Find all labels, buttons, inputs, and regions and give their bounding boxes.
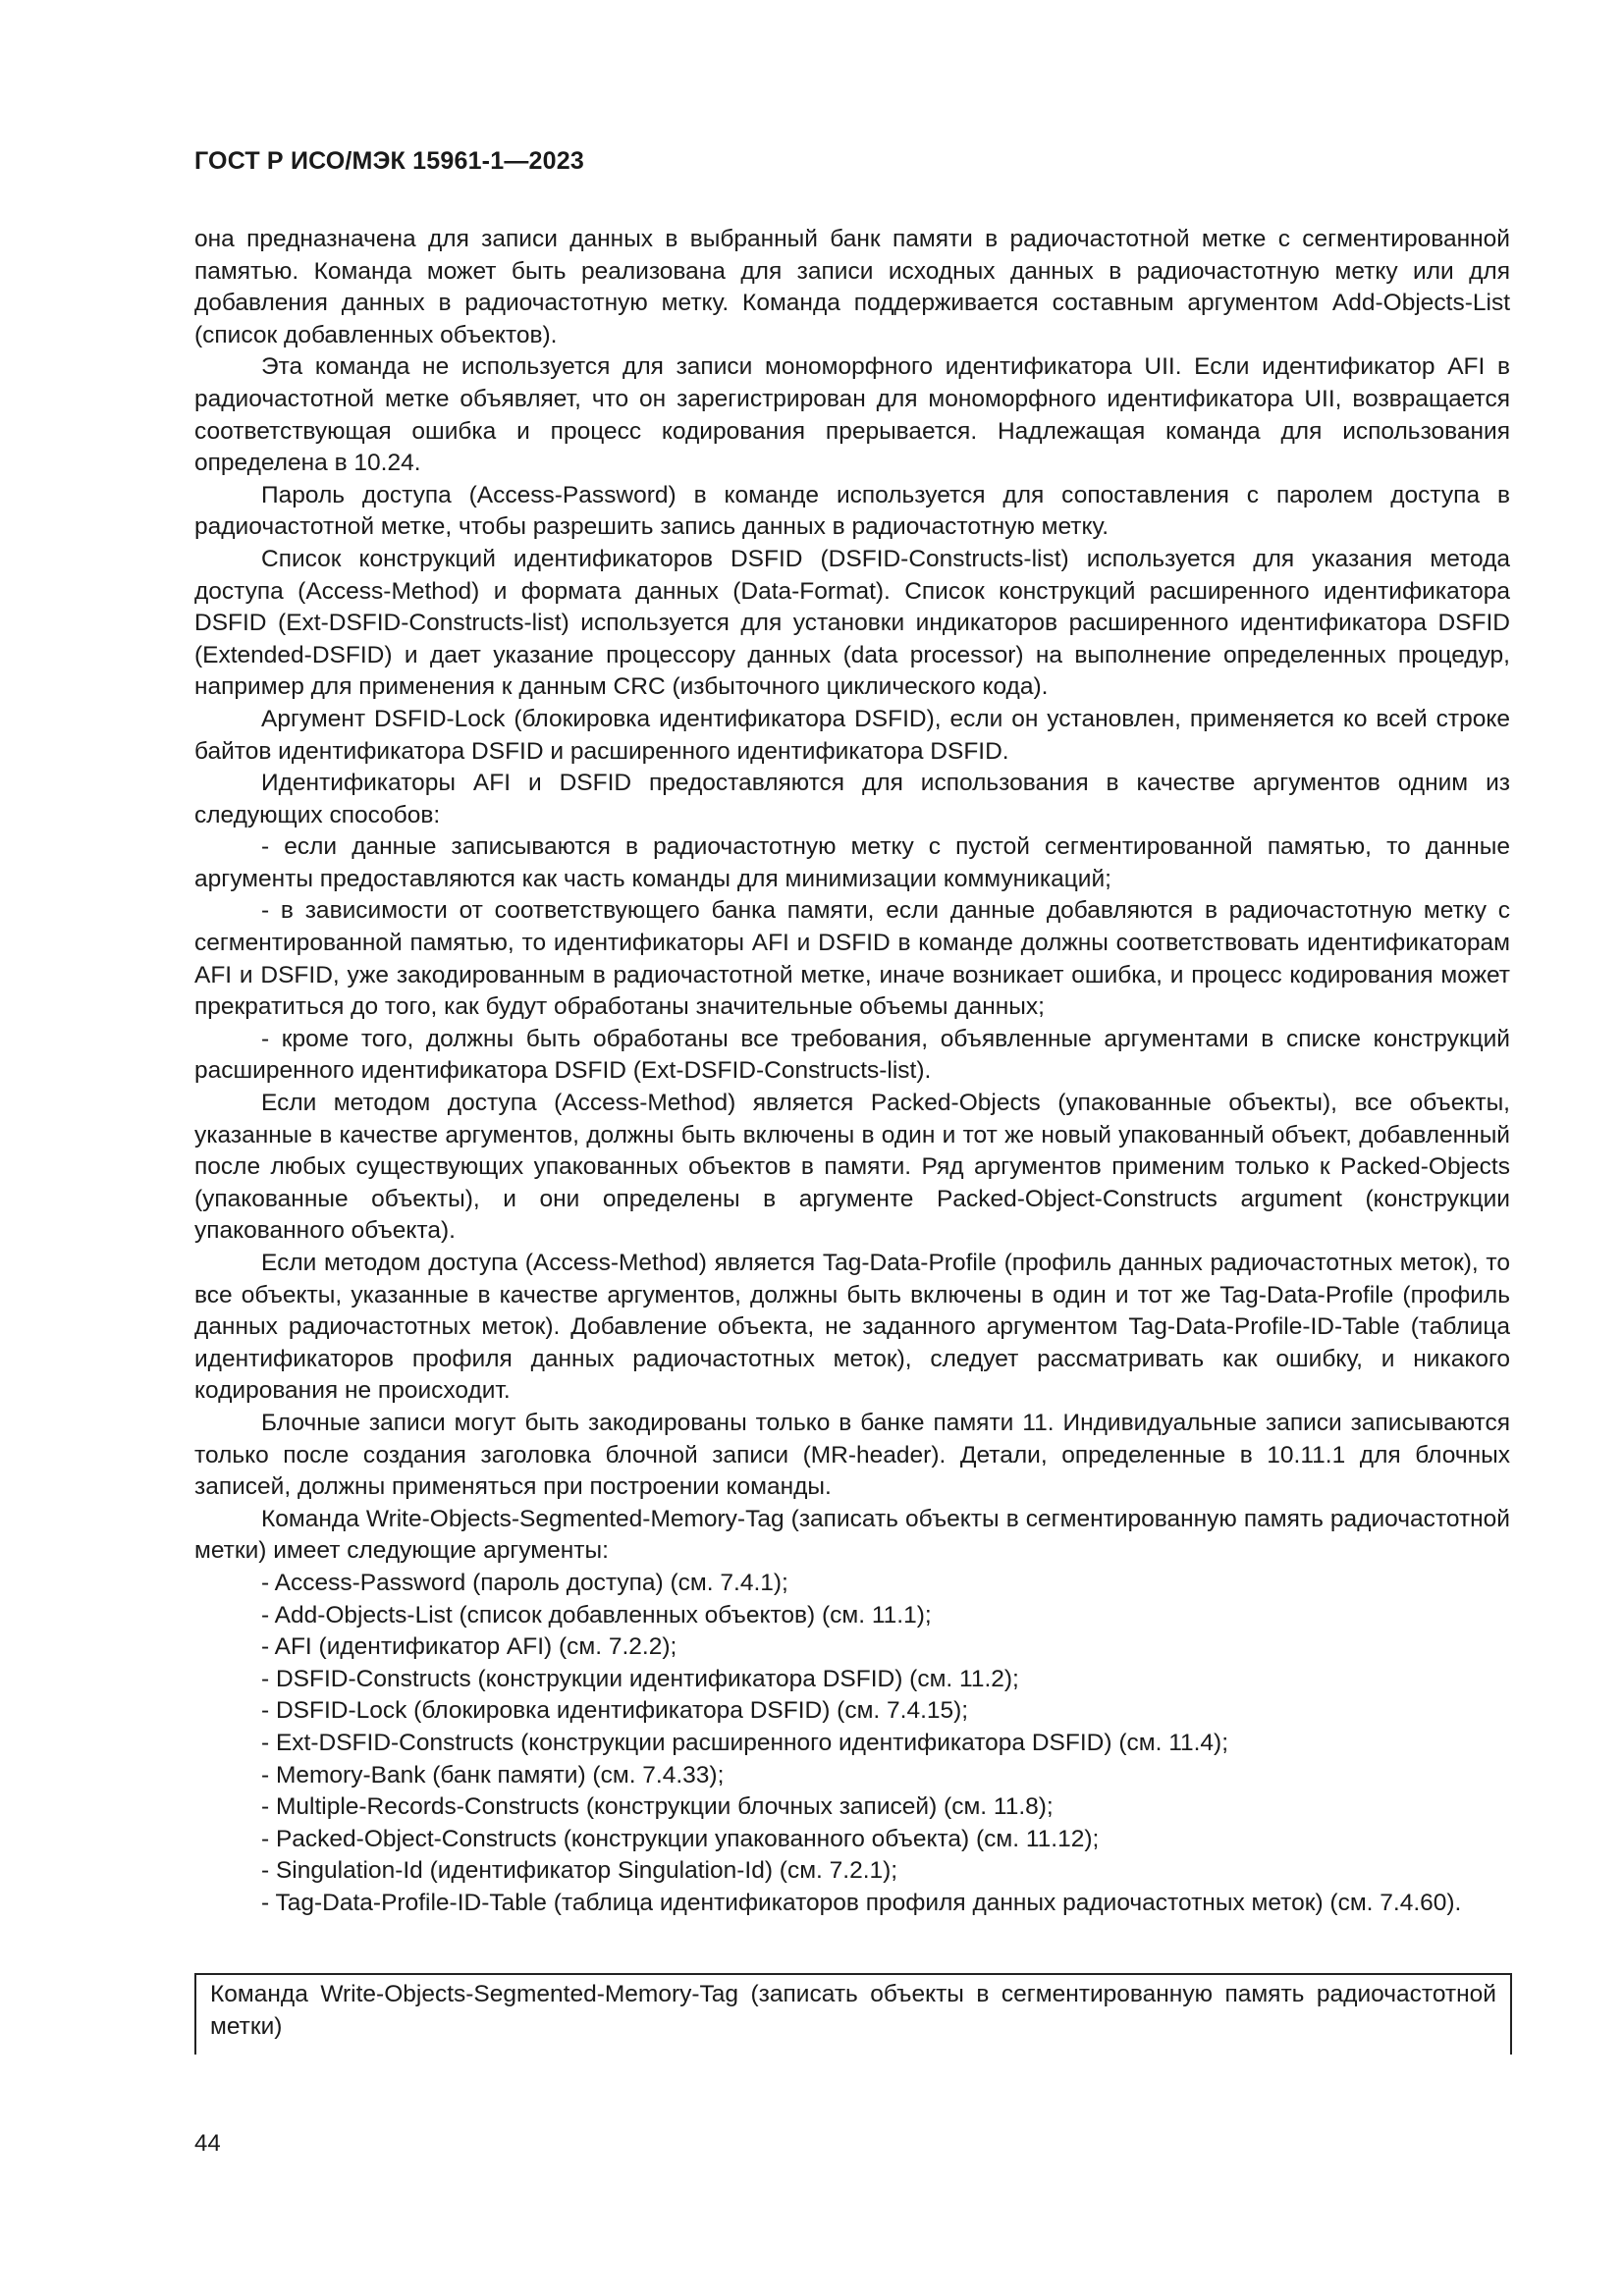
list-item: - Add-Objects-List (список добавленных объектов) (см. 11.1);	[261, 1601, 932, 1629]
list-item: - Singulation-Id (идентификатор Singulation-Id) (см. 7.2.1);	[261, 1857, 898, 1885]
command-box: Команда Write-Objects-Segmented-Memory-Tag (записать объекты в сегментированную память радиочастотной метки)	[194, 1973, 1512, 2055]
list-item: - Multiple-Records-Constructs (конструкции блочных записей) (см. 11.8);	[261, 1793, 1054, 1821]
list-item: - Packed-Object-Constructs (конструкции упакованного объекта) (см. 11.12);	[261, 1825, 1100, 1852]
list-item: - Memory-Bank (банк памяти) (см. 7.4.33);	[261, 1761, 725, 1789]
paragraph: Если методом доступа (Access-Method) является Packed-Objects (упакованные объекты), все объекты, указанные в качестве аргументов, должны быть включены в один и тот же новый упакованный объект, добавленный после любых существующих упакованных объектов в памяти. Ряд аргументов применим только к Packed-Objects (упакованные объекты), и они определены в аргументе Packed-Object-Constructs argument (конструкции упакованного объекта).	[194, 1090, 1510, 1245]
list-item: - Ext-DSFID-Constructs (конструкции расширенного идентификатора DSFID) (см. 11.4);	[261, 1729, 1229, 1756]
list-item: - DSFID-Lock (блокировка идентификатора DSFID) (см. 7.4.15);	[261, 1697, 969, 1725]
document-body	[194, 224, 1510, 1919]
list-item: - DSFID-Constructs (конструкции идентификатора DSFID) (см. 11.2);	[261, 1665, 1019, 1692]
paragraph: Блочные записи могут быть закодированы только в банке памяти 11. Индивидуальные записи записываются только после создания заголовка блочной записи (MR-header). Детали, определенные в 10.11.1 для блочных записей, должны применяться при построении команды.	[194, 1409, 1510, 1501]
paragraph: Если методом доступа (Access-Method) является Tag-Data-Profile (профиль данных радиочастотных меток), то все объекты, указанные в качестве аргументов, должны быть включены в один и тот же Tag-Data-Profile (профиль данных радиочастотных меток). Добавление объекта, не заданного аргументом Tag-Data-Profile-ID-Table (таблица идентификаторов профиля данных радиочастотных меток), следует рассматривать как ошибку, и никакого кодирования не происходит.	[194, 1250, 1510, 1405]
page-number: 44	[194, 2130, 221, 2157]
paragraph: она предназначена для записи данных в выбранный банк памяти в радиочастотной метке с сегментированной памятью. Команда может быть реализована для записи исходных данных в радиочастотную метку или для добавления данных в радиочастотную метку. Команда поддерживается составным аргументом Add-Objects-List (список добавленных объектов).	[194, 226, 1510, 348]
list-item: - AFI (идентификатор AFI) (см. 7.2.2);	[261, 1633, 677, 1661]
list-item: - Tag-Data-Profile-ID-Table (таблица идентификаторов профиля данных радиочастотных меток) (см. 7.4.60).	[261, 1889, 1462, 1916]
list-item: - в зависимости от соответствующего банка памяти, если данные добавляются в радиочастотную метку с сегментированной памятью, то идентификаторы AFI и DSFID в команде должны соответствовать идентификаторам AFI и DSFID, уже закодированным в радиочастотной метке, иначе возникает ошибка, и процесс кодирования может прекратиться до того, как будут обработаны значительные объемы данных;	[194, 897, 1510, 1021]
paragraph: Список конструкций идентификаторов DSFID (DSFID-Constructs-list) используется для указания метода доступа (Access-Method) и формата данных (Data-Format). Список конструкций расширенного идентификатора DSFID (Ext-DSFID-Constructs-list) используется для установки индикаторов расширенного идентификатора DSFID (Extended-DSFID) и дает указание процессору данных (data processor) на выполнение определенных процедур, например для применения к данным CRC (избыточного циклического кода).	[194, 545, 1510, 701]
paragraph: Эта команда не используется для записи мономорфного идентификатора UII. Если идентификатор AFI в радиочастотной метке объявляет, что он зарегистрирован для мономорфного идентификатора UII, возвращается соответствующая ошибка и процесс кодирования прерывается. Надлежащая команда для использования определена в 10.24.	[194, 353, 1510, 477]
paragraph: Аргумент DSFID-Lock (блокировка идентификатора DSFID), если он установлен, применяется ко всей строке байтов идентификатора DSFID и расширенного идентификатора DSFID.	[194, 705, 1510, 765]
paragraph: Пароль доступа (Access-Password) в команде используется для сопоставления с паролем доступа в радиочастотной метке, чтобы разрешить запись данных в радиочастотную метку.	[194, 481, 1510, 541]
list-item: - если данные записываются в радиочастотную метку с пустой сегментированной памятью, то данные аргументы предоставляются как часть команды для минимизации коммуникаций;	[194, 833, 1510, 892]
document-header: ГОСТ Р ИСО/МЭК 15961-1—2023	[194, 147, 584, 175]
list-item: - кроме того, должны быть обработаны все требования, объявленные аргументами в списке конструкций расширенного идентификатора DSFID (Ext-DSFID-Constructs-list).	[194, 1025, 1510, 1085]
paragraph: Идентификаторы AFI и DSFID предоставляются для использования в качестве аргументов одним из следующих способов:	[194, 770, 1510, 828]
paragraph: Команда Write-Objects-Segmented-Memory-Tag (записать объекты в сегментированную память радиочастотной метки) имеет следующие аргументы:	[194, 1505, 1510, 1565]
list-item: - Access-Password (пароль доступа) (см. 7.4.1);	[261, 1569, 788, 1596]
